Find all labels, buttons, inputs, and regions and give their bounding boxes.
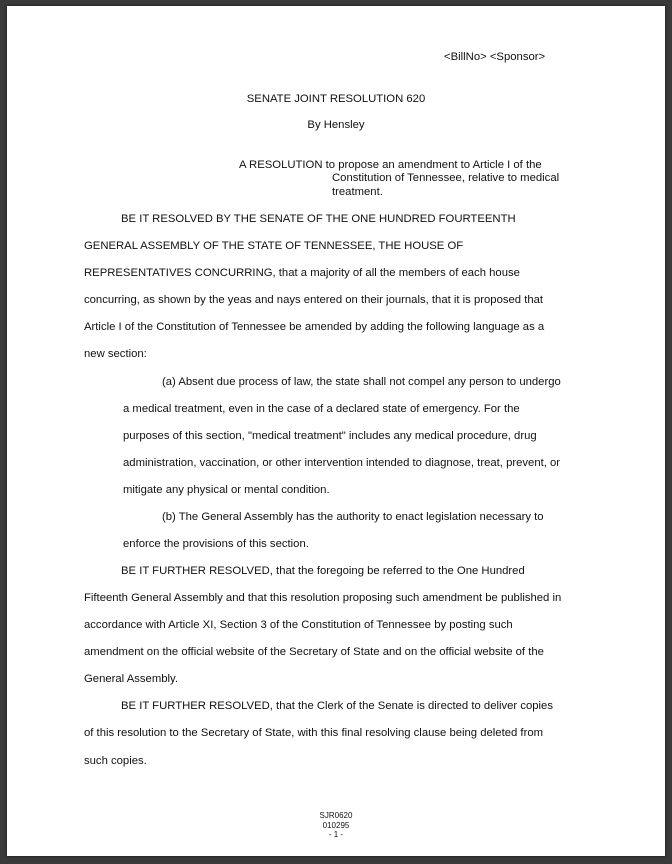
body-line: concurring, as shown by the yeas and nays entered on their journals, that it is proposed that: [84, 294, 544, 306]
resolution-sponsor: By Hensley: [307, 119, 365, 131]
bill-sponsor-placeholder: <BillNo> <Sponsor>: [444, 51, 546, 63]
body-line: such copies.: [84, 755, 147, 767]
body-line: of this resolution to the Secretary of State, with this final resolving clause being deleted from: [84, 727, 544, 739]
caption-line-2: Constitution of Tennessee, relative to medical: [332, 172, 560, 185]
body-line: new section:: [84, 348, 147, 360]
body-line: BE IT FURTHER RESOLVED, that the Clerk of the Senate is directed to deliver copies: [121, 700, 553, 712]
body-line: purposes of this section, "medical treatment" includes any medical procedure, drug: [123, 430, 537, 442]
body-line: REPRESENTATIVES CONCURRING, that a majority of all the members of each house: [84, 267, 520, 279]
caption-line-1: A RESOLUTION to propose an amendment to Article I of the: [239, 159, 542, 171]
caption-line-3: treatment.: [332, 185, 383, 198]
body-line: (a) Absent due process of law, the state shall not compel any person to undergo: [162, 376, 561, 388]
footer-doc-code: SJR0620: [319, 811, 353, 820]
body-line: GENERAL ASSEMBLY OF THE STATE OF TENNESSEE, THE HOUSE OF: [84, 240, 464, 252]
footer-page-number: - 1 -: [328, 830, 344, 839]
body-line: accordance with Article XI, Section 3 of the Constitution of Tennessee by posting such: [84, 619, 513, 631]
body-line: BE IT FURTHER RESOLVED, that the foregoing be referred to the One Hundred: [121, 565, 525, 577]
footer-doc-number: 010295: [322, 821, 350, 830]
document-page: [7, 6, 665, 856]
body-line: enforce the provisions of this section.: [123, 538, 309, 550]
body-line: Article I of the Constitution of Tennessee be amended by adding the following language as a: [84, 321, 545, 333]
body-line: amendment on the official website of the Secretary of State and on the official website of the: [84, 646, 544, 658]
body-line: administration, vaccination, or other intervention intended to diagnose, treat, prevent, or: [123, 457, 561, 469]
body-line: General Assembly.: [84, 673, 178, 685]
body-line: mitigate any physical or mental condition.: [123, 484, 330, 496]
body-line: BE IT RESOLVED BY THE SENATE OF THE ONE HUNDRED FOURTEENTH: [121, 213, 516, 225]
body-line: a medical treatment, even in the case of a declared state of emergency. For the: [123, 403, 520, 415]
body-line: Fifteenth General Assembly and that this resolution proposing such amendment be published in: [84, 592, 562, 604]
resolution-caption: [239, 159, 579, 199]
body-line: (b) The General Assembly has the authority to enact legislation necessary to: [162, 511, 544, 523]
resolution-title: SENATE JOINT RESOLUTION 620: [246, 93, 426, 105]
